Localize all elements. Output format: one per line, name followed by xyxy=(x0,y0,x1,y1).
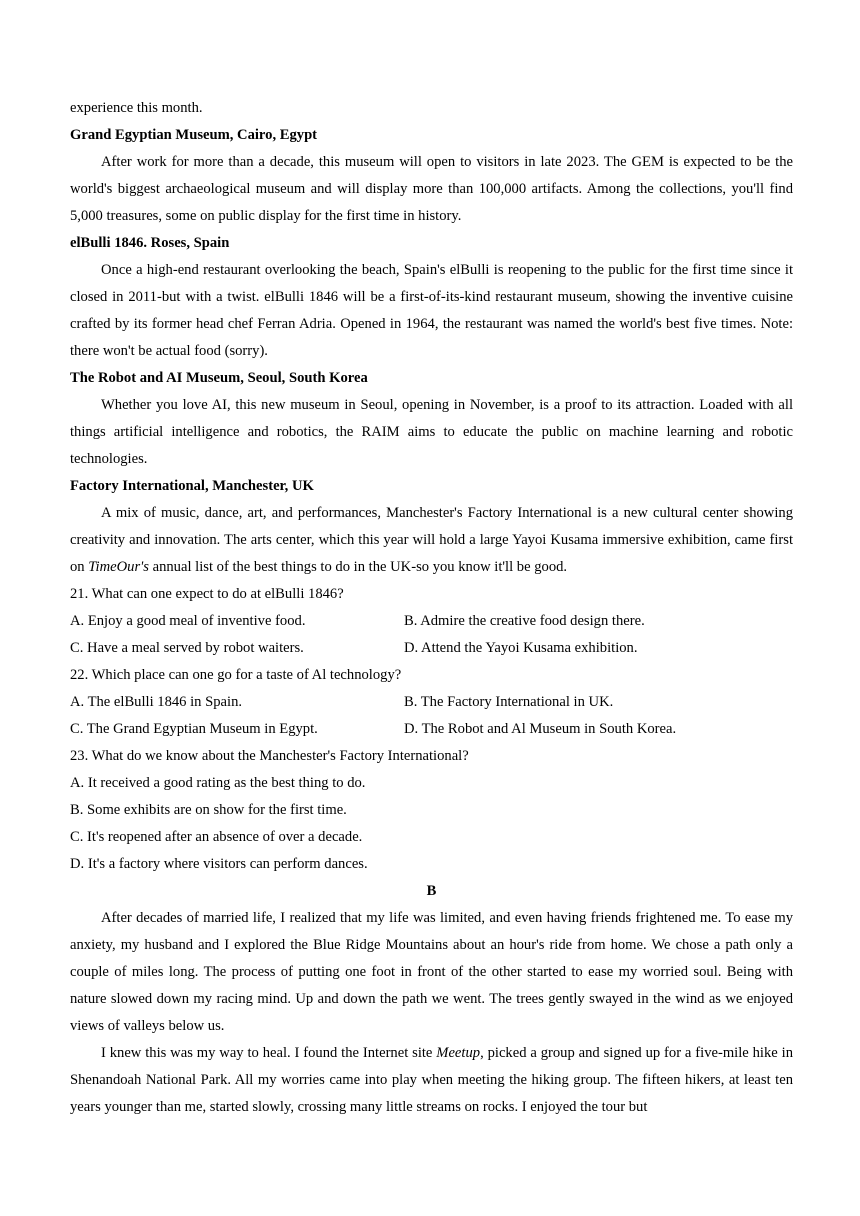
section-b-p2-em: Meetup xyxy=(436,1045,481,1061)
museum-body-factory xyxy=(70,500,793,581)
museum-body-factory-em: TimeOur's xyxy=(88,559,149,575)
section-b-p2-post: , picked a group and signed up for a five-mile hike in Shenandoah National Park. All my worries came into play when meeting the hiking group. The fifteen hikers, at least ten years younger than me, started slowly, crossing many little streams on rocks. I enjoyed the tour but xyxy=(70,1045,793,1115)
question-22-options-row-2 xyxy=(70,716,793,743)
question-22-options-row-1 xyxy=(70,689,793,716)
question-22-option-b: B. The Factory International in UK. xyxy=(404,694,614,710)
question-22-stem: 22. Which place can one go for a taste of Al technology? xyxy=(70,667,402,683)
section-b-label: B xyxy=(426,883,437,899)
question-23-option-a: A. It received a good rating as the best thing to do. xyxy=(70,775,366,791)
museum-body-factory-post: annual list of the best things to do in the UK-so you know it'll be good. xyxy=(148,559,568,575)
question-21-options-row-1 xyxy=(70,608,793,635)
question-23-option-d: D. It's a factory where visitors can perform dances. xyxy=(70,856,368,872)
question-21-option-b: B. Admire the creative food design there. xyxy=(404,613,645,629)
museum-body-factory-pre: A mix of music, dance, art, and performances, Manchester's Factory International is a new cultural center showing creativity and innovation. The arts center, which this year will hold a large Yayoi Kusama immersive exhibition, came first on xyxy=(70,505,793,575)
museum-heading-factory: Factory International, Manchester, UK xyxy=(70,478,314,494)
question-23-option-b: B. Some exhibits are on show for the first time. xyxy=(70,802,347,818)
question-21-options-row-2 xyxy=(70,635,793,662)
question-22-option-d: D. The Robot and Al Museum in South Korea. xyxy=(404,721,677,737)
question-21-stem: 21. What can one expect to do at elBulli 1846? xyxy=(70,586,344,602)
question-23-stem: 23. What do we know about the Manchester's Factory International? xyxy=(70,748,469,764)
museum-body-elbulli: Once a high-end restaurant overlooking the beach, Spain's elBulli is reopening to the public for the first time since it closed in 2011-but with a twist. elBulli 1846 will be a first-of-its-kind restaurant museum, showing the inventive cuisine crafted by its former head chef Ferran Adria. Opened in 1964, the restaurant was named the world's best five times. Note: there won't be actual food (sorry). xyxy=(70,262,793,359)
question-21-option-d: D. Attend the Yayoi Kusama exhibition. xyxy=(404,640,638,656)
section-b-paragraph-1: After decades of married life, I realized that my life was limited, and even having friends frightened me. To ease my anxiety, my husband and I explored the Blue Ridge Mountains about an hour's ride from home. We chose a path only a couple of miles long. The process of putting one foot in front of the other started to ease my worried soul. Being with nature slowed down my racing mind. Up and down the path we went. The trees gently swayed in the wind as we enjoyed views of valleys below us. xyxy=(70,910,793,1034)
question-23-option-c: C. It's reopened after an absence of over a decade. xyxy=(70,829,363,845)
question-21-option-a: A. Enjoy a good meal of inventive food. xyxy=(70,613,306,629)
question-22-option-c: C. The Grand Egyptian Museum in Egypt. xyxy=(70,721,318,737)
museum-heading-raim: The Robot and AI Museum, Seoul, South Korea xyxy=(70,370,368,386)
section-b-p2-pre: I knew this was my way to heal. I found the Internet site xyxy=(101,1045,437,1061)
museum-heading-elbulli: elBulli 1846. Roses, Spain xyxy=(70,235,230,251)
section-b-paragraph-2 xyxy=(70,1040,793,1121)
question-22-option-a: A. The elBulli 1846 in Spain. xyxy=(70,694,243,710)
museum-heading-gem: Grand Egyptian Museum, Cairo, Egypt xyxy=(70,127,318,143)
question-21-option-c: C. Have a meal served by robot waiters. xyxy=(70,640,304,656)
document-page xyxy=(70,95,793,1121)
intro-tail: experience this month. xyxy=(70,100,203,116)
museum-body-gem: After work for more than a decade, this museum will open to visitors in late 2023. The GEM is expected to be the world's biggest archaeological museum and will display more than 100,000 artifacts. Among the collections, you'll find 5,000 treasures, some on public display for the first time in history. xyxy=(70,154,793,224)
museum-body-raim: Whether you love AI, this new museum in Seoul, opening in November, is a proof to its attraction. Loaded with all things artificial intelligence and robotics, the RAIM aims to educate the public on machine learning and robotic technologies. xyxy=(70,397,793,467)
